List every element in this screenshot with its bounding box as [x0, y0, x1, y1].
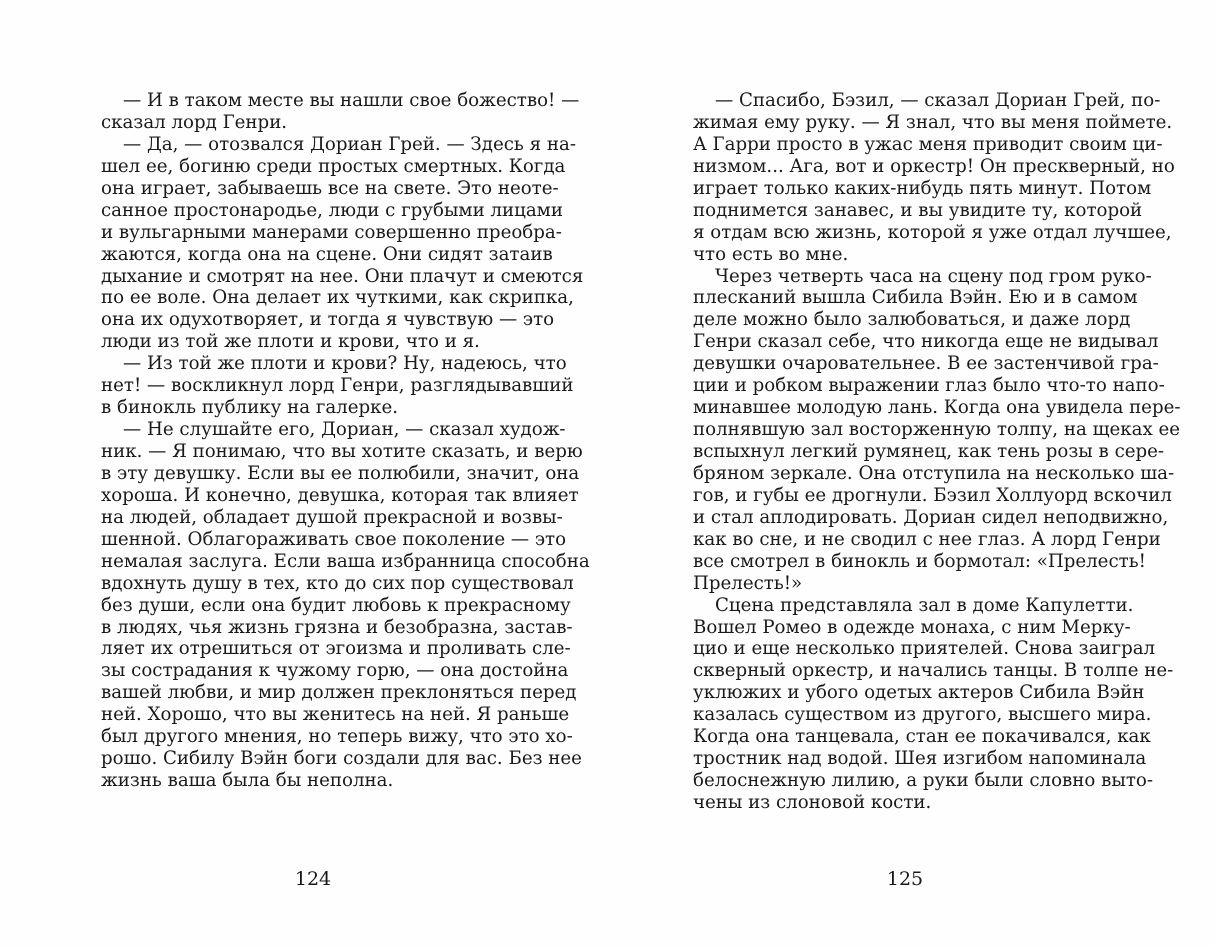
text-line: хороша. И конечно, девушка, которая так влияет: [101, 484, 579, 506]
text-line: Когда она танцевала, стан ее покачивался, как: [693, 726, 1151, 748]
left-page-text: [101, 90, 590, 792]
text-line: полнявшую зал восторженную толпу, на щеках ее: [693, 419, 1181, 441]
text-line: ции и робком выражении глаз было что-то напо-: [693, 375, 1165, 397]
text-line: — И в таком месте вы нашли свое божество! —: [123, 90, 580, 111]
right-page-text: [693, 90, 1181, 814]
text-line: вдохнуть душу в тех, кто до сих пор существовал: [101, 572, 574, 594]
text-line: скверный оркестр, и начались танцы. В толпе не-: [693, 660, 1174, 682]
text-line: по ее воле. Она делает их чуткими, как скрипка,: [101, 287, 574, 309]
text-line: был другого мнения, но теперь вижу, что это хо-: [101, 726, 573, 748]
text-line: рошо. Сибилу Вэйн боги создали для вас. Без нее: [101, 748, 582, 770]
text-line: люди из той же плоти и крови, что и я.: [101, 331, 480, 353]
text-line: жимая ему руку. — Я знал, что вы меня поймете.: [693, 111, 1173, 133]
text-line: нет! — воскликнул лорд Генри, разглядывавший: [101, 375, 574, 397]
text-line: ник. — Я понимаю, что вы хотите сказать, и верю: [101, 441, 583, 462]
text-line: Прелесть!»: [693, 572, 803, 594]
text-line: она играет, забываешь все на свете. Это неоте-: [101, 177, 559, 199]
text-line: поднимется занавес, и вы увидите ту, которой: [693, 199, 1143, 221]
text-line: А Гарри просто в ужас меня приводит своим ци-: [693, 133, 1163, 155]
text-line: белоснежную лилию, а руки были словно выто-: [693, 770, 1153, 792]
text-line: шел ее, богиню среди простых смертных. Когда: [101, 155, 566, 177]
text-line: и стал аплодировать. Дориан сидел неподвижно,: [693, 506, 1169, 528]
text-line: уклюжих и убого одетых актеров Сибила Вэйн: [693, 682, 1145, 704]
text-line: сказал лорд Генри.: [101, 111, 288, 133]
text-line: вашей любви, и мир должен преклоняться перед: [101, 682, 577, 704]
text-line: деле можно было залюбоваться, и даже лорд: [693, 309, 1131, 331]
text-line: без души, если она будит любовь к прекрасному: [101, 594, 571, 616]
text-line: Генри сказал себе, что никогда еще не видывал: [693, 331, 1159, 353]
text-line: вспыхнул легкий румянец, как тень розы в сере-: [693, 441, 1165, 462]
text-line: на людей, обладает душой прекрасной и возвы-: [101, 506, 563, 528]
text-line: немалая заслуга. Если ваша избранница способна: [101, 550, 590, 572]
text-line: низмом... Ага, вот и оркестр! Он прескверный, но: [693, 155, 1175, 177]
text-line: я отдам всю жизнь, которой я уже отдал лучшее,: [693, 221, 1172, 243]
text-line: в эту девушку. Если вы ее полюбили, значит, она: [101, 462, 580, 484]
text-line: минавшее молодую лань. Когда она увидела пере-: [693, 397, 1181, 419]
text-line: казалась существом из другого, высшего мира.: [693, 704, 1152, 726]
text-line: в людях, чья жизнь грязна и безобразна, застав-: [101, 616, 573, 638]
left-page: [101, 90, 590, 792]
text-line: — Не слушайте его, Дориан, — сказал худож-: [123, 419, 566, 441]
text-line: тростник над водой. Шея изгибом напоминала: [693, 748, 1147, 770]
text-line: зы сострадания к чужому горю, — она достойна: [101, 660, 569, 682]
left-page-number: 124: [294, 868, 332, 890]
text-line: плесканий вышла Сибила Вэйн. Ею и в самом: [693, 287, 1138, 309]
text-line: Вошел Ромео в одежде монаха, с ним Мерку-: [693, 616, 1131, 638]
right-page-number: 125: [886, 868, 924, 890]
text-line: дыхание и смотрят на нее. Они плачут и смеются: [101, 265, 584, 287]
text-line: девушки очаровательнее. В ее застенчивой гра-: [693, 353, 1159, 375]
text-line: цио и еще несколько приятелей. Снова заиграл: [693, 638, 1156, 660]
text-line: играет только каких-нибудь пять минут. Потом: [693, 177, 1152, 199]
text-line: чены из слоновой кости.: [693, 792, 932, 813]
text-line: шенной. Облагораживать свое поколение — это: [101, 528, 567, 550]
text-line: ней. Хорошо, что вы женитесь на ней. Я раньше: [101, 704, 570, 726]
text-line: что есть во мне.: [693, 243, 849, 265]
text-line: — Спасибо, Бэзил, — сказал Дориан Грей, по-: [715, 90, 1161, 111]
text-line: жизнь ваша была бы неполна.: [101, 770, 394, 792]
text-line: в бинокль публику на галерке.: [101, 397, 399, 419]
text-line: и вульгарными манерами совершенно преобра-: [101, 221, 562, 243]
text-line: Через четверть часа на сцену под гром руко-: [715, 265, 1152, 287]
text-line: гов, и губы ее дрогнули. Бэзил Холлуорд вскочил: [693, 484, 1172, 506]
text-line: жаются, когда она на сцене. Они сидят затаив: [101, 243, 553, 265]
text-line: — Да, — отозвался Дориан Грей. — Здесь я на-: [123, 133, 576, 155]
text-line: все смотрел в бинокль и бормотал: «Прелесть!: [693, 550, 1146, 572]
text-line: как во сне, и не сводил с нее глаз. А лорд Генри: [693, 528, 1161, 550]
text-line: Сцена представляла зал в доме Капулетти.: [715, 594, 1134, 616]
right-page: [693, 90, 1181, 814]
text-line: ляет их отрешиться от эгоизма и проливать сле-: [101, 638, 571, 660]
text-line: санное простонародье, люди с грубыми лицами: [101, 199, 563, 221]
text-line: — Из той же плоти и крови? Ну, надеюсь, что: [123, 353, 567, 375]
text-line: бряном зеркале. Она отступила на несколько ша-: [693, 462, 1175, 484]
text-line: она их одухотворяет, и тогда я чувствую — это: [101, 309, 555, 331]
